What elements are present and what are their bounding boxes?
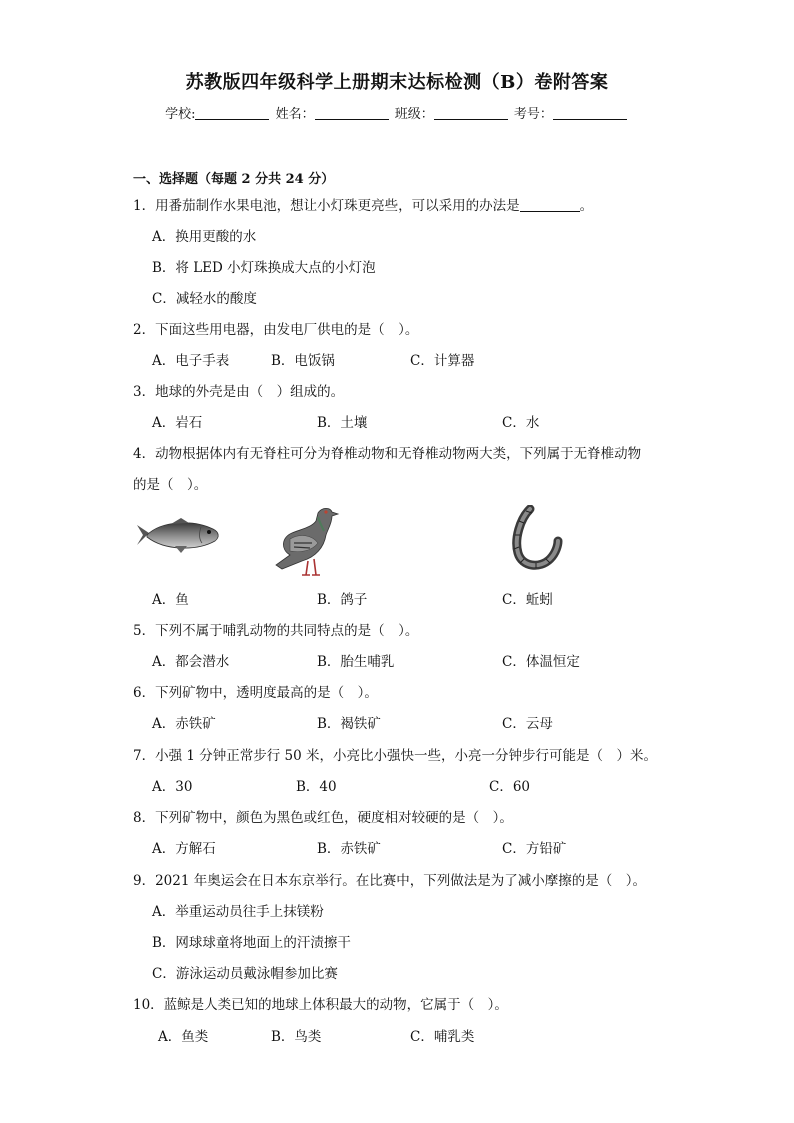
fish-image: [135, 515, 221, 559]
q9-option-a[interactable]: A．举重运动员往手上抹镁粉: [152, 904, 324, 920]
question-1: [133, 194, 593, 214]
question-6: 6．下列矿物中，透明度最高的是（ ）。: [133, 685, 378, 701]
q5-option-c[interactable]: C．体温恒定: [502, 654, 580, 670]
q1-option-a[interactable]: A．换用更酸的水: [152, 229, 257, 245]
q6-option-a[interactable]: A．赤铁矿: [152, 716, 216, 732]
name-blank[interactable]: [315, 106, 389, 120]
class-blank[interactable]: [434, 106, 508, 120]
question-4-line-1: 4．动物根据体内有无脊柱可分为脊椎动物和无脊椎动物两大类，下列属于无脊椎动物: [133, 446, 642, 462]
q5-option-b[interactable]: B．胎生哺乳: [317, 654, 395, 670]
name-label: 姓名：: [275, 107, 315, 122]
q3-option-b[interactable]: B．土壤: [317, 415, 368, 431]
q7-option-b[interactable]: B．40: [296, 779, 337, 795]
question-9: 9．2021 年奥运会在日本东京举行。在比赛中，下列做法是为了减小摩擦的是（ ）。: [133, 873, 646, 889]
school-blank[interactable]: [195, 106, 269, 120]
question-8: 8．下列矿物中，颜色为黑色或红色，硬度相对较硬的是（ ）。: [133, 810, 513, 826]
q1-option-b[interactable]: B．将 LED 小灯珠换成大点的小灯泡: [152, 260, 376, 276]
question-7: 7．小强 1 分钟正常步行 50 米，小亮比小强快一些，小亮一分钟步行可能是（ ）米。: [133, 748, 658, 764]
q7-option-c[interactable]: C．60: [489, 779, 531, 795]
class-label: 班级：: [394, 107, 434, 122]
q3-option-a[interactable]: A．岩石: [152, 415, 203, 431]
answer-blank[interactable]: [520, 198, 580, 212]
q10-option-c[interactable]: C．哺乳类: [410, 1029, 475, 1045]
question-4-line-2: 的是（ ）。: [133, 477, 208, 493]
q10-option-a[interactable]: A．鱼类: [158, 1029, 209, 1045]
q6-option-c[interactable]: C．云母: [502, 716, 553, 732]
q8-option-a[interactable]: A．方解石: [152, 841, 216, 857]
q7-option-a[interactable]: A．30: [152, 779, 193, 795]
question-5: 5．下列不属于哺乳动物的共同特点的是（ ）。: [133, 623, 419, 639]
q2-option-c[interactable]: C．计算器: [410, 353, 475, 369]
q4-option-c[interactable]: C．蚯蚓: [502, 592, 553, 608]
q1-option-c[interactable]: C．减轻水的酸度: [152, 291, 257, 307]
school-label: 学校:: [165, 107, 196, 122]
number-blank[interactable]: [553, 106, 627, 120]
question-1-text: 1．用番茄制作水果电池，想让小灯珠更亮些，可以采用的办法是: [133, 198, 520, 214]
q3-option-c[interactable]: C．水: [502, 415, 540, 431]
student-info-row: [0, 103, 794, 122]
q2-option-a[interactable]: A．电子手表: [152, 353, 230, 369]
question-1-tail: 。: [579, 198, 594, 214]
page-title: 苏教版四年级科学上册期末达标检测（B）卷附答案: [185, 72, 609, 93]
q4-option-b[interactable]: B．鸽子: [317, 592, 368, 608]
earthworm-image: [510, 505, 570, 571]
pigeon-image: [272, 503, 340, 579]
question-10: 10．蓝鲸是人类已知的地球上体积最大的动物，它属于（ ）。: [133, 997, 508, 1013]
number-label: 考号：: [513, 107, 553, 122]
q9-option-b[interactable]: B．网球球童将地面上的汗渍擦干: [152, 935, 351, 951]
q9-option-c[interactable]: C．游泳运动员戴泳帽参加比赛: [152, 966, 338, 982]
q4-option-a[interactable]: A．鱼: [152, 592, 189, 608]
q6-option-b[interactable]: B．褐铁矿: [317, 716, 381, 732]
section-heading: 一、选择题（每题 2 分共 24 分）: [133, 172, 335, 187]
q2-option-b[interactable]: B．电饭锅: [271, 353, 335, 369]
q5-option-a[interactable]: A．都会潜水: [152, 654, 230, 670]
question-2: 2．下面这些用电器，由发电厂供电的是（ ）。: [133, 322, 419, 338]
q8-option-b[interactable]: B．赤铁矿: [317, 841, 381, 857]
question-3: 3．地球的外壳是由（ ）组成的。: [133, 384, 345, 400]
q8-option-c[interactable]: C．方铅矿: [502, 841, 567, 857]
q10-option-b[interactable]: B．鸟类: [271, 1029, 322, 1045]
